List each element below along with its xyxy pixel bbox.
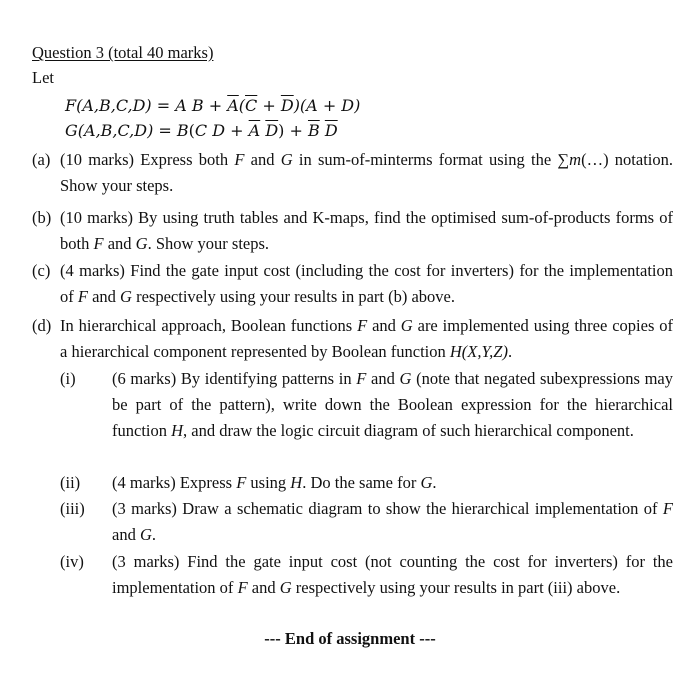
equation-f-close: )(A + D) <box>293 96 361 115</box>
subpart-ii-H: H <box>290 473 303 492</box>
part-d-text-1: In hierarchical approach, Boolean functions <box>60 316 358 335</box>
part-d <box>32 313 674 365</box>
equation-g-close: ) <box>278 121 285 140</box>
equation-f-dbar: $\overline{D}$ <box>280 96 294 115</box>
subpart-iii-label: (iii) <box>60 499 85 518</box>
end-of-assignment: --- End of assignment --- <box>264 629 436 648</box>
equation-g-plus: + <box>284 121 308 140</box>
part-d-H: H(X,Y,Z) <box>449 342 508 361</box>
subpart-i-text-1: (6 marks) By identifying patterns in <box>112 369 357 388</box>
equation-f-lhs: F(A,B,C,D) = <box>65 96 176 115</box>
subpart-iv <box>112 549 673 601</box>
subpart-iii-text-1: (3 marks) Draw a schematic diagram to show the hierarchical implementation of <box>112 499 663 518</box>
part-c-text-3: respectively using your results in part (b) above. <box>131 287 456 306</box>
subpart-i-text-4: , and draw the logic circuit diagram of such hierarchical component. <box>183 421 634 440</box>
subpart-ii-G: G <box>420 473 433 492</box>
subpart-iii-text-2: and <box>112 525 140 544</box>
part-a <box>32 147 674 199</box>
subpart-i <box>112 366 673 444</box>
equation-f-open: ( <box>238 96 246 115</box>
equation-g-bbar: $\overline{B}$ <box>307 121 320 140</box>
equation-f-cbar: $\overline{C}$ <box>245 96 258 115</box>
part-d-text-4: . <box>507 342 513 361</box>
part-b-text-3: . Show your steps. <box>147 234 270 253</box>
subpart-iv-label: (iv) <box>60 552 84 571</box>
part-c-text-1: (4 marks) Find the gate input cost (including the cost for inverters) for the implementation of <box>60 261 673 306</box>
equation-g-dbar2: $\overline{D}$ <box>324 121 338 140</box>
part-a-label: (a) <box>32 150 51 169</box>
part-a-m: m <box>569 150 582 169</box>
equation-f-term1: A B + <box>175 96 228 115</box>
part-d-text-3: are implemented using three copies of a hierarchical component represented by Boolean function <box>60 316 674 361</box>
part-a-F: F <box>234 150 245 169</box>
subpart-iv-text-2: and <box>247 578 280 597</box>
equation-g-abar: $\overline{A}$ <box>248 121 261 140</box>
subpart-ii-text-3: . Do the same for <box>302 473 421 492</box>
part-b-label: (b) <box>32 208 52 227</box>
equation-g-open: ( <box>188 121 195 140</box>
part-d-G: G <box>400 316 413 335</box>
subpart-iv-G: G <box>279 578 292 597</box>
equation-f-abar: $\overline{A}$ <box>227 96 239 115</box>
subpart-i-F: F <box>356 369 367 388</box>
let-label: Let <box>32 68 54 87</box>
subpart-iv-text-1: (3 marks) Find the gate input cost (not counting the cost for inverters) for the implementation of <box>112 552 673 597</box>
part-b-G: G <box>135 234 148 253</box>
part-c-F: F <box>77 287 88 306</box>
equation-g-term1: C D + <box>194 121 249 140</box>
subpart-iv-F: F <box>237 578 248 597</box>
subpart-ii-F: F <box>236 473 247 492</box>
part-a-sigma: ∑ <box>557 150 570 169</box>
question-title: Question 3 (total 40 marks) <box>32 43 214 62</box>
subpart-iii-G: G <box>139 525 152 544</box>
part-a-G: G <box>280 150 293 169</box>
part-d-F: F <box>357 316 368 335</box>
subpart-ii-label: (ii) <box>60 473 81 492</box>
equation-g <box>65 121 338 140</box>
equation-f-plus: + <box>257 96 281 115</box>
part-c-text-2: and <box>87 287 121 306</box>
subpart-i-H: H <box>171 421 184 440</box>
part-b-text-2: and <box>103 234 136 253</box>
part-d-text-2: and <box>367 316 401 335</box>
part-b-text-1: (10 marks) By using truth tables and K-maps, find the optimised sum-of-products forms of both <box>60 208 673 253</box>
equation-g-lhs: G(A,B,C,D) = B <box>65 121 189 140</box>
part-c-label: (c) <box>32 261 51 280</box>
part-a-text-1: (10 marks) Express both <box>60 150 235 169</box>
part-c-G: G <box>120 287 132 306</box>
subpart-iii-text-3: . <box>151 525 156 544</box>
subpart-i-text-2: and <box>366 369 400 388</box>
subpart-ii-text-2: using <box>246 473 291 492</box>
part-a-text-4: (…) notation. Show your steps. <box>60 150 674 195</box>
part-a-text-3: in sum-of-minterms format using the <box>292 150 558 169</box>
subpart-iv-text-3: respectively using your results in part (iii) above. <box>291 578 621 597</box>
part-b <box>32 205 673 257</box>
part-c <box>32 258 673 310</box>
part-d-label: (d) <box>32 316 52 335</box>
part-b-F: F <box>93 234 104 253</box>
equation-g-dbar: $\overline{D}$ <box>265 121 279 140</box>
subpart-ii <box>112 470 673 496</box>
subpart-ii-text-4: . <box>432 473 437 492</box>
equation-f <box>65 96 360 115</box>
subpart-i-G: G <box>399 369 412 388</box>
subpart-iii-F: F <box>662 499 673 518</box>
subpart-i-label: (i) <box>60 369 76 388</box>
part-a-text-2: and <box>244 150 281 169</box>
subpart-ii-text-1: (4 marks) Express <box>112 473 237 492</box>
subpart-iii <box>112 496 673 548</box>
subpart-i-text-3: (note that negated subexpressions may be part of the pattern), write down the Boolean expression for the hierarchical function <box>112 369 673 440</box>
